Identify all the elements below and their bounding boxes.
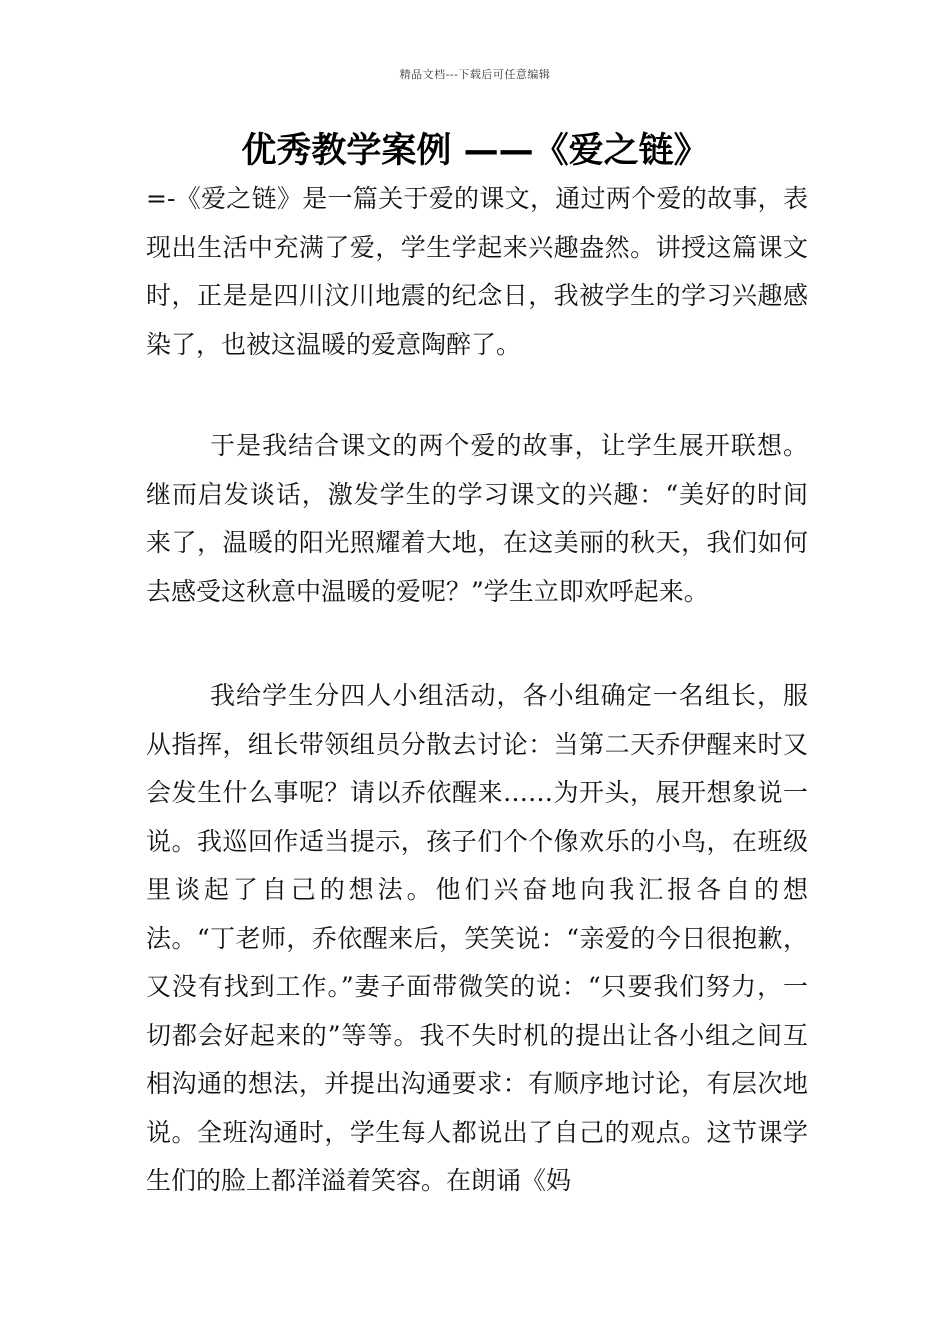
paragraph-lead-in: 于是我结合课文的两个爱的故事，让学生展开联想。继而启发谈话，激发学生的学习课文的兴趣：“美好的时间来了，温暖的阳光照耀着大地，在这美丽的秋天，我们如何去感受这秋意中温暖的爱呢？”学生立即欢呼起来。: [146, 431, 808, 606]
paragraph-group-activity: 我给学生分四人小组活动，各小组确定一名组长，服从指挥，组长带领组员分散去讨论：当第二天乔伊醒来时又会发生什么事呢？请以乔依醒来……为开头，展开想象说一说。我巡回作适当提示，孩子们个个像欢乐的小鸟，在班级里谈起了自己的想法。他们兴奋地向我汇报各自的想法。“丁老师，乔依醒来后，笑笑说：“亲爱的今日很抱歉，又没有找到工作。”妻子面带微笑的说：“只要我们努力，一切都会好起来的”等等。我不失时机的提出让各小组之间互相沟通的想法，并提出沟通要求：有顺序地讨论，有层次地说。全班沟通时，学生每人都说出了自己的观点。这节课学生们的脸上都洋溢着笑容。在朗诵《妈: [146, 681, 808, 1195]
paragraph-intro: =-《爱之链》是一篇关于爱的课文，通过两个爱的故事，表现出生活中充满了爱，学生学起来兴趣盎然。讲授这篇课文时，正是是四川汶川地震的纪念日，我被学生的学习兴趣感染了，也被这温暖的爱意陶醉了。: [146, 184, 808, 359]
header-note: 精品文档---下载后可任意编辑: [399, 68, 551, 81]
document-title: 优秀教学案例 ——《爱之链》: [241, 131, 709, 171]
